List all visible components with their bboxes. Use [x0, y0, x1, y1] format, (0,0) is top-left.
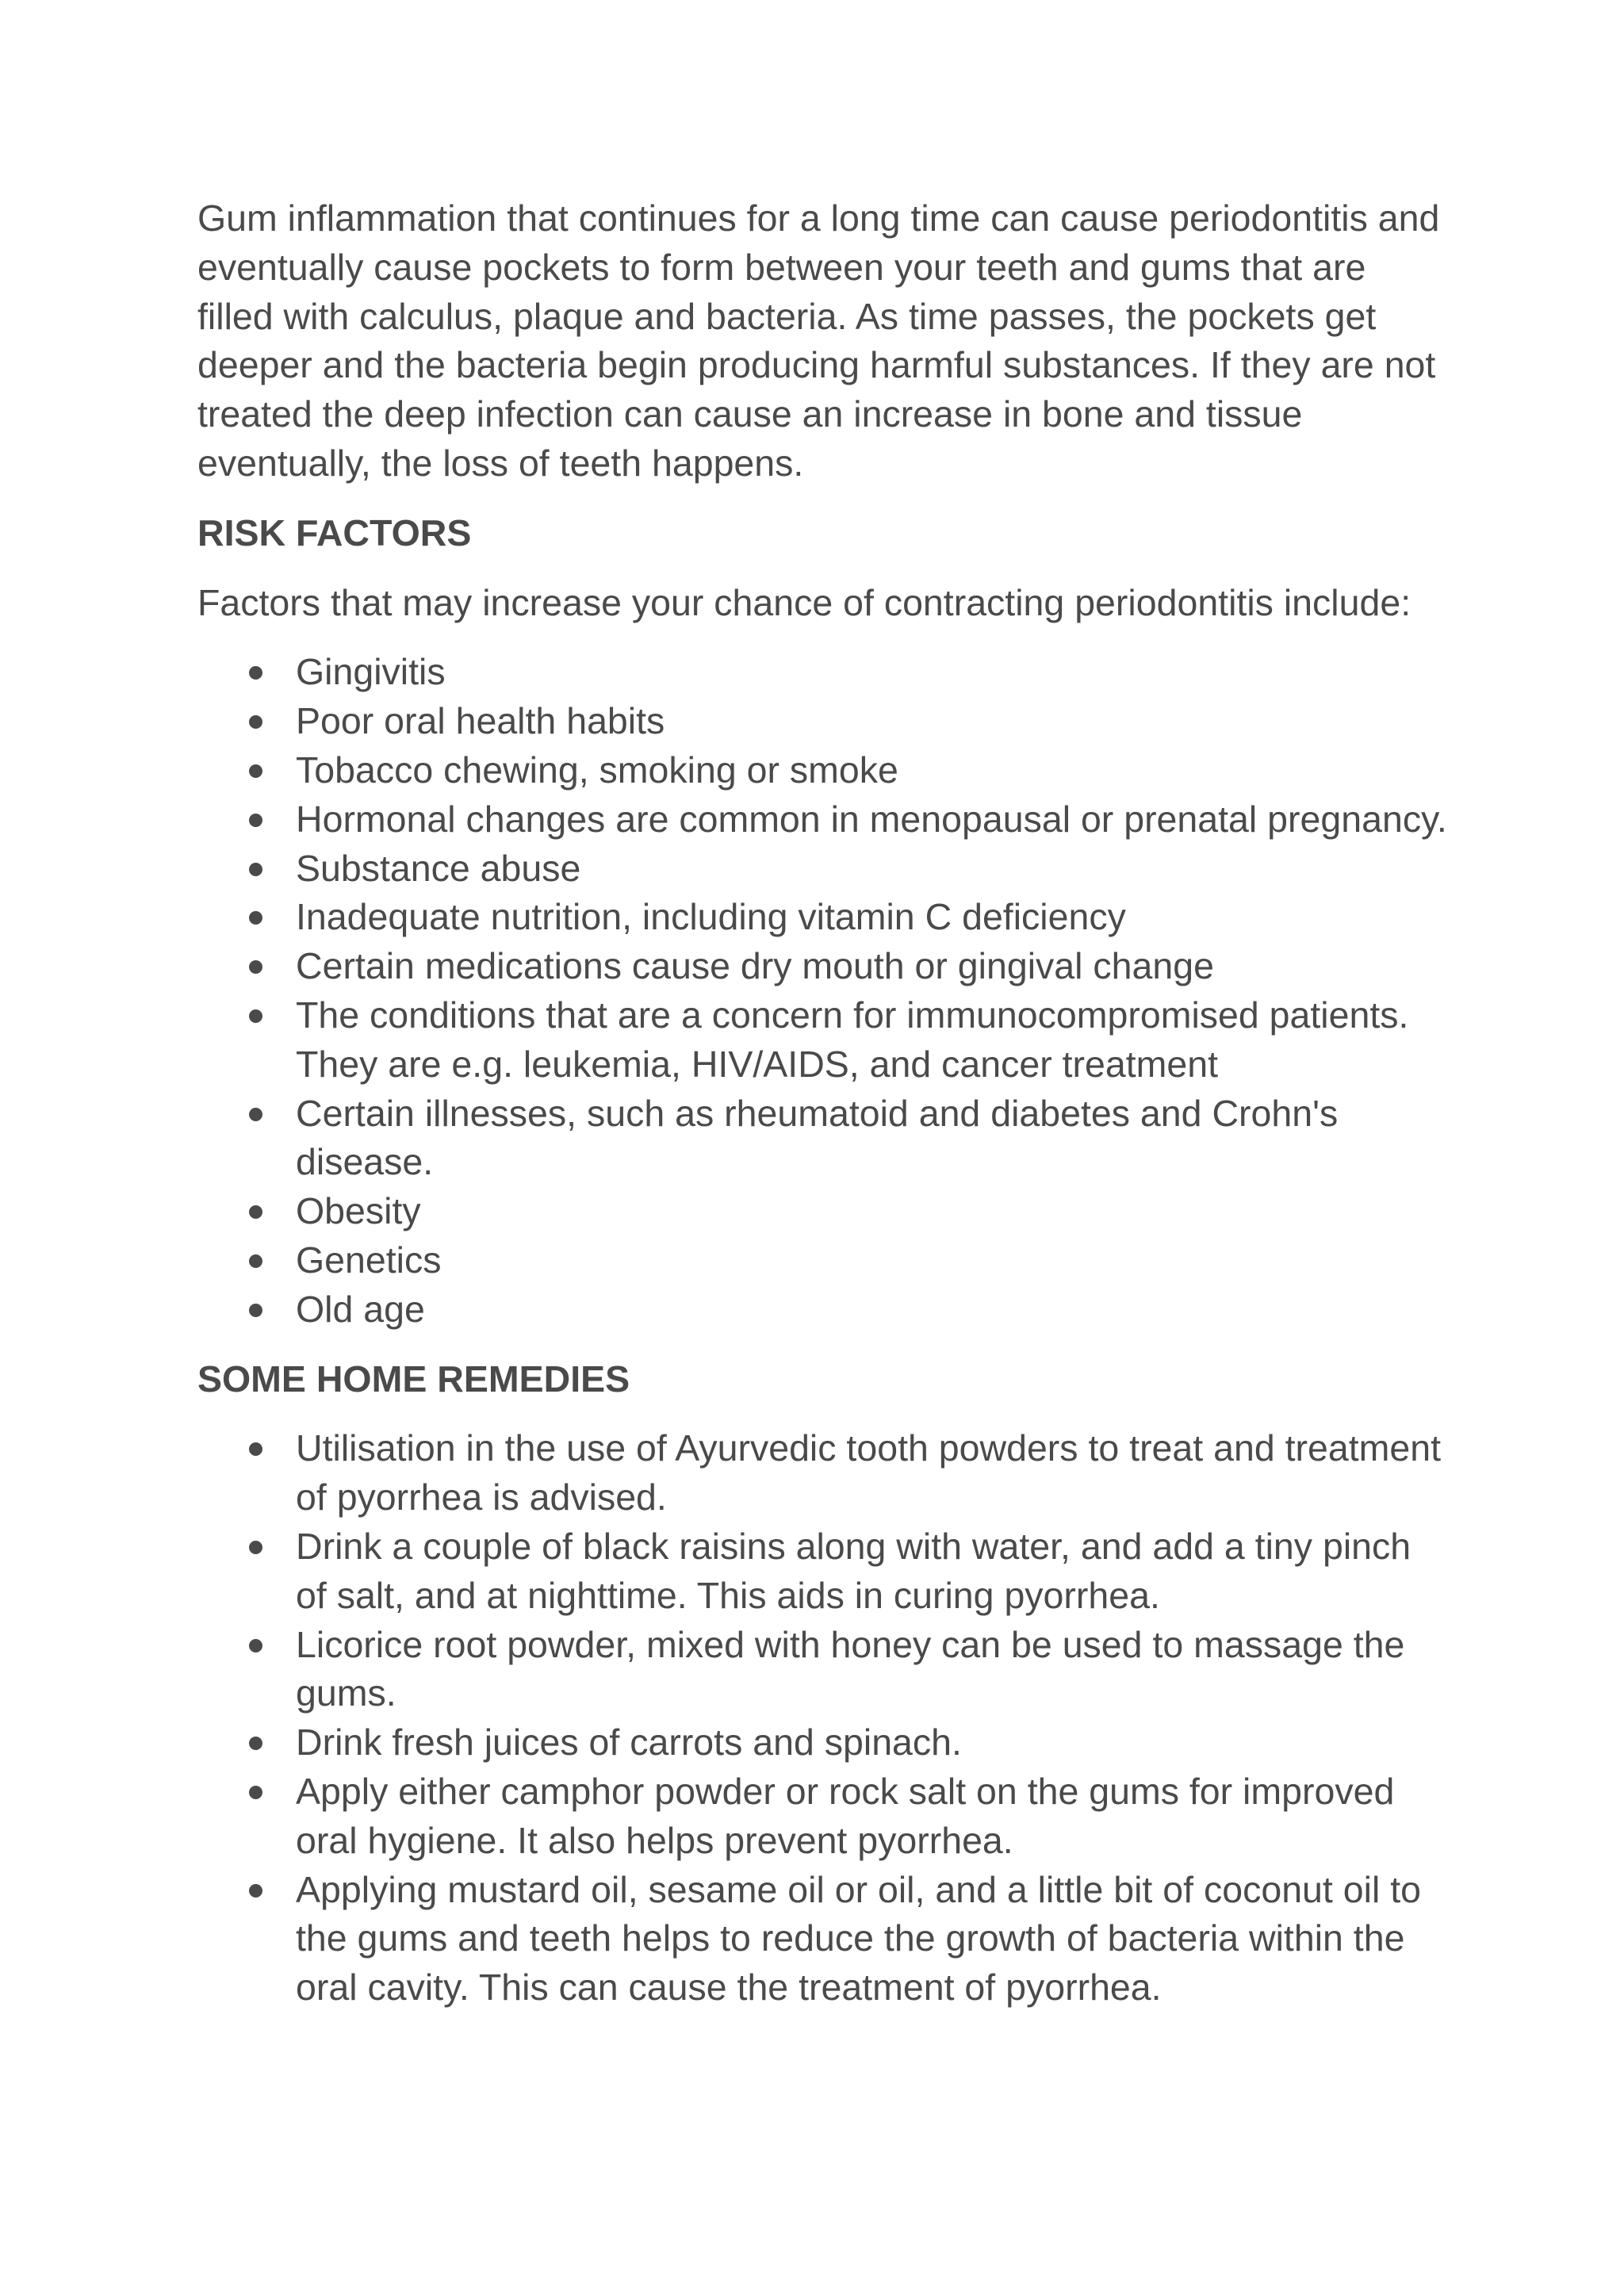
intro-paragraph: Gum inflammation that continues for a long time can cause periodontitis and eventually cause pockets to form between your teeth and gums that are filled with calculus, plaque and bacteria. As time passes, the pockets get deeper and the bacteria begin producing harmful substances. If they are not treated the deep infection can cause an increase in bone and tissue eventually, the loss of teeth happens.	[197, 197, 1440, 484]
list-item	[197, 1236, 1450, 1285]
bullet-icon	[249, 1541, 262, 1554]
bullet-icon	[249, 1442, 262, 1456]
list-item-text: Drink a couple of black raisins along with water, and add a tiny pinch of salt, and at nighttime. This aids in curing pyorrhea.	[296, 1525, 1411, 1616]
risk-factors-list	[197, 648, 1450, 1334]
bullet-icon	[249, 1108, 262, 1121]
list-item	[197, 1767, 1450, 1866]
home-remedies-list	[197, 1424, 1450, 2013]
bullet-icon	[249, 960, 262, 974]
bullet-icon	[249, 863, 262, 876]
list-item-text: Licorice root powder, mixed with honey can be used to massage the gums.	[296, 1623, 1405, 1714]
list-item-text: Applying mustard oil, sesame oil or oil, and a little bit of coconut oil to the gums and teeth helps to reduce the growth of bacteria within the oral cavity. This can cause the treatment of pyorrhea.	[296, 1868, 1421, 2009]
list-item-text: Inadequate nutrition, including vitamin C deficiency	[296, 896, 1126, 938]
bullet-icon	[249, 1254, 262, 1268]
home-remedies-heading: SOME HOME REMEDIES	[197, 1358, 630, 1400]
list-item-text: Drink fresh juices of carrots and spinach.	[296, 1721, 962, 1764]
risk-factors-heading: RISK FACTORS	[197, 511, 472, 553]
list-item-text: Certain medications cause dry mouth or gingival change	[296, 945, 1214, 987]
list-item	[197, 1866, 1450, 2013]
list-item	[197, 648, 1450, 697]
list-item	[197, 1285, 1450, 1335]
bullet-icon	[249, 1639, 262, 1653]
list-item-text: Old age	[296, 1288, 425, 1330]
list-item-text: Tobacco chewing, smoking or smoke	[296, 749, 898, 791]
list-item-text: Obesity	[296, 1190, 421, 1232]
bullet-icon	[249, 1786, 262, 1799]
list-item	[197, 1718, 1450, 1767]
bullet-icon	[249, 1737, 262, 1750]
bullet-icon	[249, 1884, 262, 1898]
bullet-icon	[249, 764, 262, 778]
list-item-text: Poor oral health habits	[296, 700, 665, 742]
list-item-text: Hormonal changes are common in menopausal or prenatal pregnancy.	[296, 798, 1447, 840]
list-item	[197, 697, 1450, 746]
list-item	[197, 893, 1450, 942]
list-item-text: Apply either camphor powder or rock salt on the gums for improved oral hygiene. It also helps prevent pyorrhea.	[296, 1770, 1395, 1861]
list-item-text: Substance abuse	[296, 847, 581, 889]
bullet-icon	[249, 1009, 262, 1023]
list-item-text: Gingivitis	[296, 651, 446, 693]
list-item	[197, 746, 1450, 795]
list-item	[197, 1621, 1450, 1719]
list-item	[197, 795, 1450, 844]
list-item	[197, 844, 1450, 894]
list-item	[197, 942, 1450, 991]
bullet-icon	[249, 715, 262, 729]
list-item	[197, 1522, 1450, 1621]
list-item-text: The conditions that are a concern for immunocompromised patients. They are e.g. leukemia, HIV/AIDS, and cancer treatment	[296, 994, 1409, 1085]
list-item	[197, 991, 1450, 1090]
bullet-icon	[249, 911, 262, 925]
list-item-text: Genetics	[296, 1239, 442, 1281]
document-page	[197, 194, 1450, 2013]
list-item	[197, 1090, 1450, 1188]
risk-factors-intro: Factors that may increase your chance of contracting periodontitis include:	[197, 581, 1411, 623]
list-item-text: Certain illnesses, such as rheumatoid and diabetes and Crohn's disease.	[296, 1092, 1339, 1183]
bullet-icon	[249, 1205, 262, 1219]
list-item-text: Utilisation in the use of Ayurvedic tooth powders to treat and treatment of pyorrhea is advised.	[296, 1427, 1442, 1518]
list-item	[197, 1187, 1450, 1236]
bullet-icon	[249, 666, 262, 680]
bullet-icon	[249, 814, 262, 827]
list-item	[197, 1424, 1450, 1522]
bullet-icon	[249, 1304, 262, 1317]
